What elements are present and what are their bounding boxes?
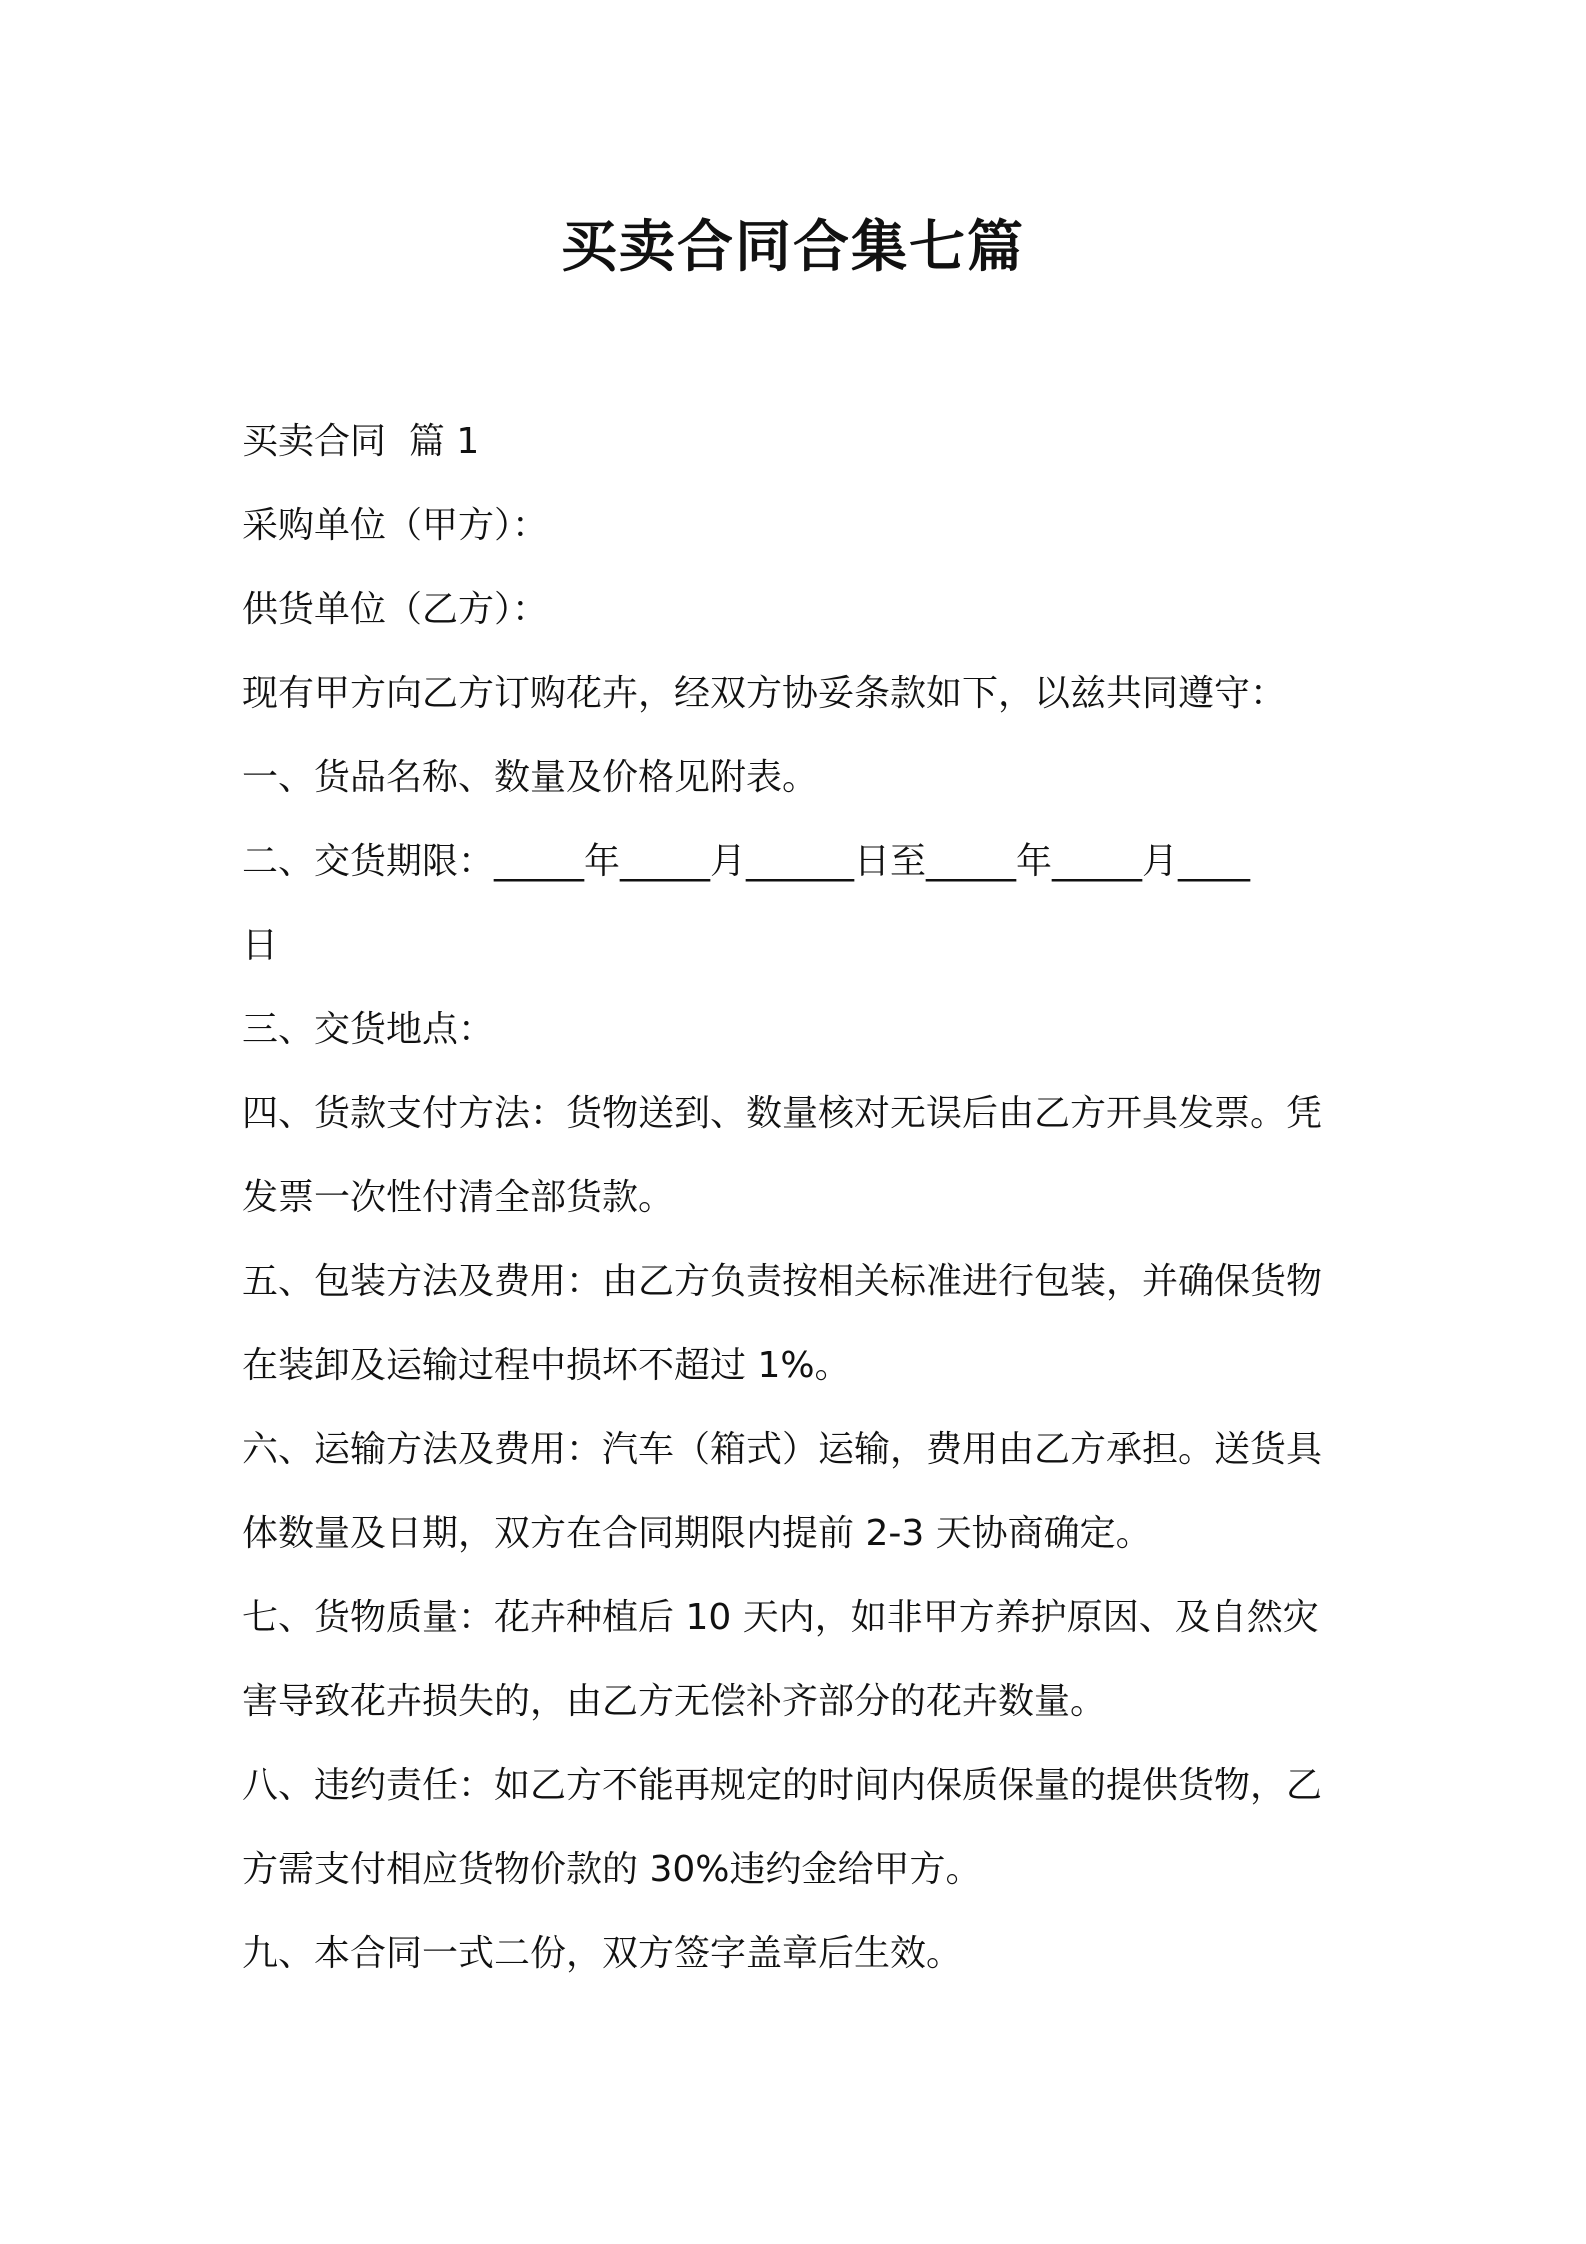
supplier-line: 供货单位（乙方）： — [242, 589, 549, 630]
clause-7-cont: 害导致花卉损失的，由乙方无偿补齐部分的花卉数量。 — [242, 1681, 1107, 1722]
preamble: 现有甲方向乙方订购花卉，经双方协妥条款如下，以兹共同遵守： — [242, 673, 1287, 714]
clause-7: 七、货物质量：花卉种植后 10 天内，如非甲方养护原因、及自然灾 — [242, 1597, 1319, 1638]
clause-8: 八、违约责任：如乙方不能再规定的时间内保质保量的提供货物，乙 — [242, 1765, 1323, 1806]
clause-2: 二、交货期限：_____年_____月______日至_____年_____月____ — [242, 841, 1251, 882]
document-title: 买卖合同合集七篇 — [561, 215, 1025, 280]
clause-2-cont: 日 — [242, 925, 279, 966]
clause-9: 九、本合同一式二份，双方签字盖章后生效。 — [242, 1933, 963, 1974]
clause-1: 一、货品名称、数量及价格见附表。 — [242, 757, 819, 798]
clause-4-cont: 发票一次性付清全部货款。 — [242, 1177, 675, 1218]
clause-3: 三、交货地点： — [242, 1009, 495, 1050]
section-heading: 买卖合同 篇 1 — [242, 421, 480, 462]
contract-body — [242, 400, 1352, 1996]
clause-8-cont: 方需支付相应货物价款的 30%违约金给甲方。 — [242, 1849, 982, 1890]
clause-6-cont: 体数量及日期，双方在合同期限内提前 2-3 天协商确定。 — [242, 1513, 1152, 1554]
clause-5-cont: 在装卸及运输过程中损坏不超过 1%。 — [242, 1345, 851, 1386]
clause-4: 四、货款支付方法：货物送到、数量核对无误后由乙方开具发票。凭 — [242, 1093, 1323, 1134]
clause-6: 六、运输方法及费用：汽车（箱式）运输，费用由乙方承担。送货具 — [242, 1429, 1323, 1470]
buyer-line: 采购单位（甲方）： — [242, 505, 549, 546]
clause-5: 五、包装方法及费用：由乙方负责按相关标准进行包装，并确保货物 — [242, 1261, 1323, 1302]
